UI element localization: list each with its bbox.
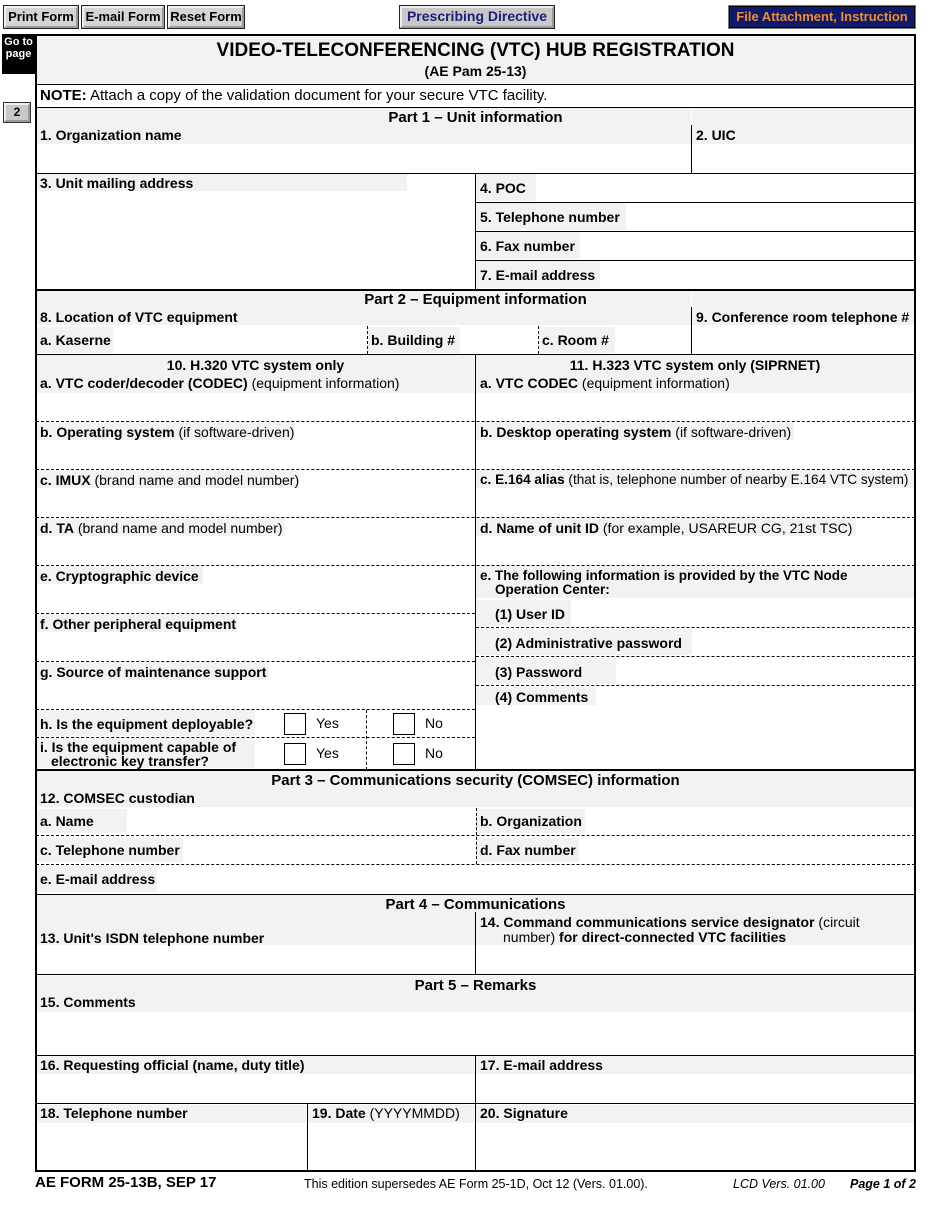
- comsec-email-field[interactable]: [158, 866, 914, 893]
- telephone-number-field[interactable]: [627, 203, 914, 231]
- kaserne-label: a. Kaserne: [40, 332, 111, 348]
- file-attachment-button[interactable]: File Attachment, Instruction: [729, 6, 915, 28]
- part5-title: Part 5 – Remarks: [414, 977, 537, 994]
- uic-field[interactable]: [692, 144, 914, 173]
- service-designator-field[interactable]: [476, 946, 914, 974]
- fax-number-label: 6. Fax number: [480, 238, 575, 254]
- part2-title: Part 2 – Equipment information: [364, 291, 587, 308]
- lcd-version: LCD Vers. 01.00: [733, 1177, 825, 1191]
- poc-label: 4. POC: [480, 180, 526, 196]
- part3-title: Part 3 – Communications security (COMSEC) information: [271, 772, 680, 789]
- signature-field[interactable]: [476, 1123, 914, 1170]
- cryptographic-device-field[interactable]: [37, 585, 474, 613]
- deployable-no-checkbox[interactable]: [393, 713, 415, 735]
- room-field[interactable]: [616, 327, 691, 354]
- email-address-field[interactable]: [601, 261, 914, 289]
- h320-operating-system-label: b. Operating system (if software-driven): [40, 424, 295, 440]
- h323-codec-label: a. VTC CODEC (equipment information): [480, 375, 730, 391]
- key-transfer-no-label: No: [425, 745, 443, 761]
- official-telephone-field[interactable]: [37, 1123, 306, 1170]
- part4-title: Part 4 – Communications: [385, 896, 566, 913]
- official-email-label: 17. E-mail address: [480, 1057, 603, 1073]
- poc-field[interactable]: [537, 174, 914, 202]
- isdn-telephone-label: 13. Unit's ISDN telephone number: [40, 930, 265, 946]
- deployable-yes-label: Yes: [316, 715, 339, 731]
- form-id: AE FORM 25-13B, SEP 17: [35, 1174, 217, 1191]
- requesting-official-label: 16. Requesting official (name, duty title): [40, 1057, 305, 1073]
- comsec-custodian-label: 12. COMSEC custodian: [40, 790, 195, 806]
- deployable-no-label: No: [425, 715, 443, 731]
- organization-name-field[interactable]: [37, 144, 691, 173]
- e164-alias-label: c. E.164 alias (that is, telephone number of nearby E.164 VTC system): [480, 472, 909, 487]
- other-peripheral-field[interactable]: [37, 633, 474, 661]
- user-id-label: (1) User ID: [495, 606, 566, 622]
- h323-title: 11. H.323 VTC system only (SIPRNET): [569, 357, 821, 373]
- uic-label: 2. UIC: [696, 127, 736, 143]
- comsec-telephone-field[interactable]: [184, 837, 474, 864]
- official-email-field[interactable]: [476, 1074, 914, 1103]
- h320-codec-label: a. VTC coder/decoder (CODEC) (equipment information): [40, 375, 400, 391]
- official-telephone-label: 18. Telephone number: [40, 1105, 188, 1121]
- unit-id-field[interactable]: [476, 537, 914, 565]
- email-address-label: 7. E-mail address: [480, 267, 596, 283]
- unit-id-label: d. Name of unit ID (for example, USAREUR CG, 21st TSC): [480, 520, 853, 536]
- page-number: Page 1 of 2: [850, 1177, 916, 1191]
- password-field[interactable]: [617, 658, 914, 685]
- comsec-organization-label: b. Organization: [480, 813, 582, 829]
- h323-codec-field[interactable]: [476, 393, 914, 421]
- imux-field[interactable]: [37, 489, 474, 517]
- comsec-email-label: e. E-mail address: [40, 871, 156, 887]
- telephone-number-label: 5. Telephone number: [480, 209, 620, 225]
- comments-field[interactable]: [37, 1012, 914, 1055]
- key-transfer-yes-label: Yes: [316, 745, 339, 761]
- key-transfer-yes-checkbox[interactable]: [284, 743, 306, 765]
- print-form-button[interactable]: Print Form: [4, 6, 78, 28]
- date-field[interactable]: [308, 1123, 474, 1170]
- comsec-name-label: a. Name: [40, 813, 94, 829]
- comments-label: 15. Comments: [40, 994, 136, 1010]
- conference-room-telephone-field[interactable]: [692, 326, 914, 354]
- other-peripheral-label: f. Other peripheral equipment: [40, 616, 237, 632]
- form-subtitle: (AE Pam 25-13): [424, 63, 527, 79]
- conference-room-telephone-label: 9. Conference room telephone #: [696, 309, 910, 325]
- key-transfer-no-checkbox[interactable]: [393, 743, 415, 765]
- unit-mailing-address-field[interactable]: [37, 192, 474, 289]
- comsec-fax-field[interactable]: [580, 837, 914, 864]
- part1-title: Part 1 – Unit information: [388, 109, 563, 126]
- comsec-organization-field[interactable]: [586, 809, 914, 835]
- comsec-telephone-label: c. Telephone number: [40, 842, 180, 858]
- email-form-button[interactable]: E-mail Form: [82, 6, 164, 28]
- building-field[interactable]: [461, 327, 537, 354]
- prescribing-directive-button[interactable]: Prescribing Directive: [400, 6, 554, 28]
- ta-field[interactable]: [37, 537, 474, 565]
- comsec-name-field[interactable]: [128, 809, 474, 835]
- note: NOTE: Attach a copy of the validation document for your secure VTC facility.: [40, 87, 548, 104]
- ta-label: d. TA (brand name and model number): [40, 520, 283, 536]
- password-label: (3) Password: [495, 664, 583, 680]
- building-label: b. Building #: [371, 332, 455, 348]
- key-transfer-label: i. Is the equipment capable of electronic key transfer?: [40, 739, 237, 769]
- h320-title: 10. H.320 VTC system only: [166, 357, 345, 373]
- maintenance-support-label: g. Source of maintenance support: [40, 664, 267, 680]
- room-label: c. Room #: [542, 332, 609, 348]
- date-label: 19. Date (YYYYMMDD): [312, 1105, 460, 1121]
- location-vtc-equipment-label: 8. Location of VTC equipment: [40, 309, 238, 325]
- node-operation-center-label: e. The following information is provided by the VTC Node Operation Center:: [480, 568, 848, 597]
- requesting-official-field[interactable]: [37, 1074, 474, 1103]
- goto-page-2-button[interactable]: 2: [4, 103, 30, 122]
- deployable-yes-checkbox[interactable]: [284, 713, 306, 735]
- cryptographic-device-label: e. Cryptographic device: [40, 568, 199, 584]
- admin-password-label: (2) Administrative password: [495, 635, 682, 651]
- comsec-fax-label: d. Fax number: [480, 842, 576, 858]
- deployable-label: h. Is the equipment deployable?: [40, 716, 254, 732]
- kaserne-field[interactable]: [114, 327, 366, 354]
- user-id-field[interactable]: [572, 600, 914, 627]
- service-designator-label: 14. Command communications service designator (circuit number) for direct-connected VTC facilities: [480, 914, 860, 945]
- admin-password-field[interactable]: [693, 629, 914, 656]
- fax-number-field[interactable]: [581, 232, 914, 260]
- desktop-os-field[interactable]: [476, 441, 914, 469]
- desktop-os-label: b. Desktop operating system (if software-driven): [480, 424, 792, 440]
- reset-form-button[interactable]: Reset Form: [168, 6, 244, 28]
- goto-page-label: Go to page: [2, 34, 35, 74]
- organization-name-label: 1. Organization name: [40, 127, 182, 143]
- e164-alias-field[interactable]: [476, 489, 914, 517]
- edition-note: This edition supersedes AE Form 25-1D, Oct 12 (Vers. 01.00).: [304, 1177, 648, 1191]
- signature-label: 20. Signature: [480, 1105, 568, 1121]
- node-comments-field[interactable]: [476, 706, 914, 769]
- imux-label: c. IMUX (brand name and model number): [40, 472, 300, 488]
- h320-codec-field[interactable]: [37, 393, 474, 421]
- maintenance-support-field[interactable]: [37, 681, 474, 709]
- form-title: VIDEO-TELECONFERENCING (VTC) HUB REGISTRATION: [216, 40, 735, 61]
- isdn-telephone-field[interactable]: [37, 946, 474, 974]
- unit-mailing-address-label: 3. Unit mailing address: [40, 175, 194, 191]
- h320-operating-system-field[interactable]: [37, 441, 474, 469]
- node-comments-label: (4) Comments: [495, 689, 589, 705]
